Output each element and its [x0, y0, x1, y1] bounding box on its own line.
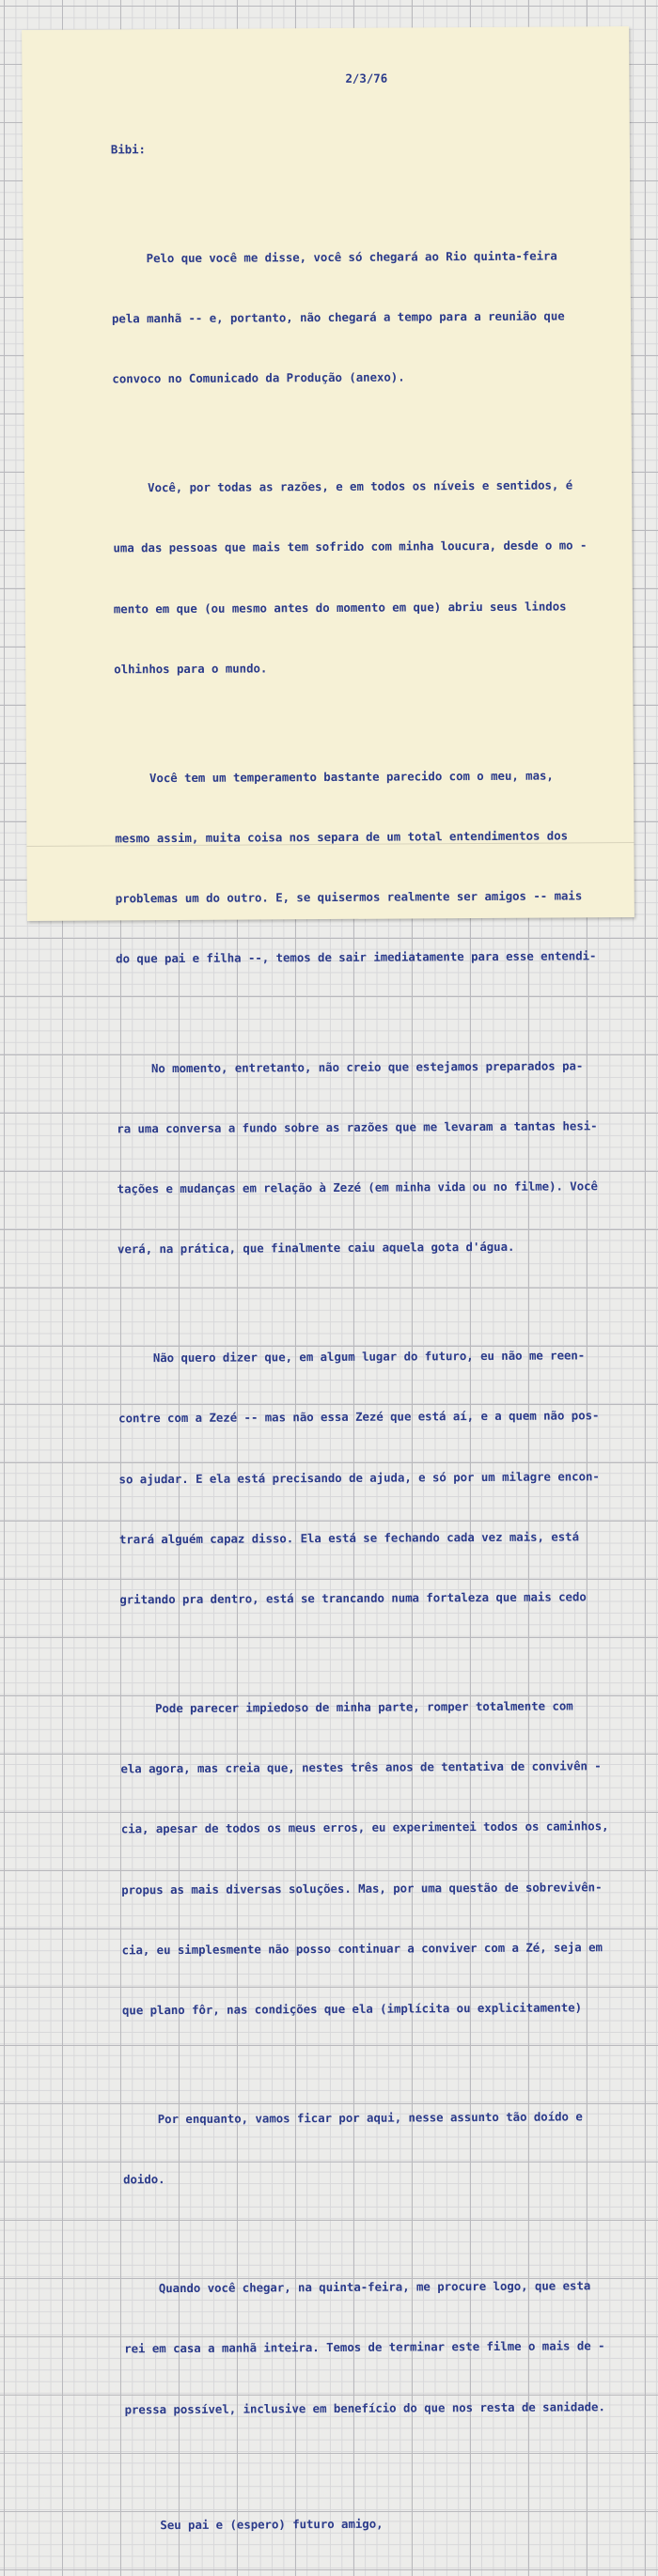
paragraph-8-line-2: rei em casa a manhã inteira. Temos de terminar este filme o mais de -: [124, 2338, 605, 2356]
paragraph-8-line-3: pressa possível, inclusive em benefício do que nos resta de sanidade.: [124, 2398, 605, 2416]
paragraph-5-line-4: trará alguém capaz disso. Ela está se fechando cada vez mais, está: [118, 1529, 580, 1547]
paragraph-3-line-4: do que pai e filha --, temos de sair imediatamente para esse entendi-: [116, 948, 597, 966]
paragraph-1-line-2: pela manhã -- e, portanto, não chegará a tempo para a reunião que: [111, 308, 565, 326]
paragraph-5-line-3: so ajudar. E ela está precisando de ajuda, e só por um milagre encon-: [118, 1468, 600, 1486]
paragraph-5-line-1: Não quero dizer que, em algum lugar do futuro, eu não me reen-: [118, 1348, 586, 1366]
paragraph-4-line-4: verá, na prática, que finalmente caiu aquela gota d'água.: [117, 1239, 515, 1257]
paragraph-3-line-2: mesmo assim, muita coisa nos separa de um total entendimentos dos: [115, 828, 569, 846]
letter-sheet: [22, 26, 634, 2532]
paragraph-5-line-2: contre com a Zezé -- mas não essa Zezé que está aí, e a quem não pos-: [118, 1408, 600, 1426]
paragraph-4-line-2: ra uma conversa a fundo sobre as razões que me levaram a tantas hesi-: [117, 1117, 598, 1136]
paragraph-3-line-1: Você tem um temperamento bastante parecido com o meu, mas,: [114, 768, 554, 786]
paragraph-6-line-4: propus as mais diversas soluções. Mas, por uma questão de sobrevivên-: [121, 1879, 603, 1897]
paragraph-6-line-6: que plano fôr, nas condições que ela (implícita ou explicitamente): [121, 2000, 583, 2018]
paragraph-6-line-3: cia, apesar de todos os meus erros, eu experimentei todos os caminhos,: [120, 1819, 609, 1836]
closing: Seu pai e (espero) futuro amigo,: [125, 2516, 384, 2532]
paragraph-5-line-5: gritando pra dentro, está se trancando numa fortaleza que mais cedo: [119, 1589, 587, 1607]
paragraph-2-line-4: olhinhos para o mundo.: [114, 661, 268, 677]
paragraph-4-line-3: tações e mudanças em relação à Zezé (em minha vida ou no filme). Você: [117, 1179, 598, 1196]
letter-body: [110, 68, 614, 2575]
letter-date: 2/3/76: [345, 70, 388, 86]
paragraph-2-line-1: Você, por todas as razões, e em todos os níveis e sentidos, é: [113, 477, 573, 495]
paragraph-1-line-3: convoco no Comunicado da Produção (anexo).: [112, 369, 405, 386]
paragraph-6-line-2: ela agora, mas creia que, nestes três anos de tentativa de convivên -: [120, 1758, 602, 1776]
paragraph-7-line-1: Por enquanto, vamos ficar por aqui, nesse assunto tão doído e: [122, 2109, 583, 2127]
salutation: Bibi:: [110, 141, 146, 157]
paragraph-6-line-5: cia, eu simplesmente não posso continuar a conviver com a Zé, seja em: [121, 1940, 603, 1958]
paragraph-4-line-1: No momento, entretanto, não creio que estejamos preparados pa-: [116, 1057, 584, 1075]
paragraph-2-line-3: mento em que (ou mesmo antes do momento em que) abriu seus lindos: [113, 599, 567, 617]
paragraph-3-line-3: problemas um do outro. E, se quisermos realmente ser amigos -- mais: [115, 888, 583, 906]
paragraph-8-line-1: Quando você chegar, na quinta-feira, me procure logo, que esta: [123, 2278, 591, 2296]
paragraph-6-line-1: Pode parecer impiedoso de minha parte, romper totalmente com: [119, 1698, 573, 1716]
paragraph-7-line-2: doido.: [123, 2172, 165, 2187]
paragraph-2-line-2: uma das pessoas que mais tem sofrido com minha loucura, desde o mo -: [113, 538, 588, 555]
paragraph-1-line-1: Pelo que você me disse, você só chegará ao Rio quinta-feira: [111, 248, 557, 266]
